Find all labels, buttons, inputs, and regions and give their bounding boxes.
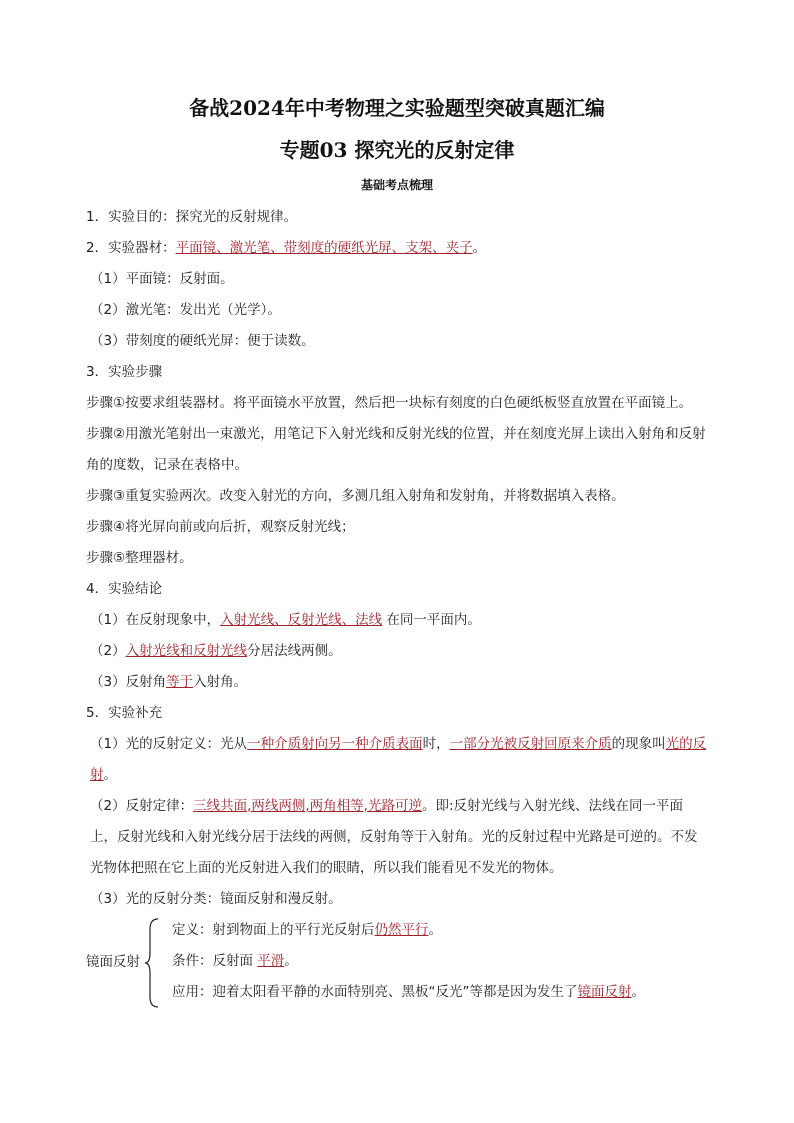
equipment-item-2: （2）激光笔：发出光（光学）。 — [90, 302, 281, 318]
conclusion-1: （1）在反射现象中，入射光线、反射光线、法线 在同一平面内。 — [90, 612, 481, 628]
step-4: 步骤④将光屏向前或向后折，观察反射光线； — [86, 519, 355, 535]
document-title: 备战2024年中考物理之实验题型突破真题汇编 — [189, 96, 605, 120]
conclusion-2: （2）入射光线和反射光线分居法线两侧。 — [90, 643, 342, 659]
specular-application: 应用：迎着太阳看平静的水面特别亮、黑板“反光”等都是因为发生了镜面反射。 — [172, 984, 645, 1000]
steps-heading: 3．实验步骤 — [86, 364, 163, 380]
reflection-classification: （3）光的反射分类：镜面反射和漫反射。 — [90, 891, 342, 907]
specular-condition: 条件：反射面 平滑。 — [172, 953, 298, 969]
equipment-item-1: （1）平面镜：反射面。 — [90, 271, 234, 287]
step-1: 步骤①按要求组装器材。将平面镜水平放置，然后把一块标有刻度的白色硬纸板竖直放置在平面镜上。 — [86, 395, 693, 411]
supplement-heading: 5．实验补充 — [86, 705, 163, 721]
specular-reflection-label: 镜面反射 — [86, 954, 140, 970]
reflection-law: （2）反射定律：三线共面,两线两侧,两角相等,光路可逆。即:反射光线与入射光线、法线在同一平面上，反射光线和入射光线分居于法线的两侧，反射角等于入射角。光的反射过程中光路是可逆的。不发光物体把照在它上面的光反射进入我们的眼睛，所以我们能看见不发光的物体。 — [90, 798, 698, 876]
step-3: 步骤③重复实验两次。改变入射光的方向，多测几组入射角和发射角，并将数据填入表格。 — [86, 488, 625, 504]
purpose-line: 1．实验目的：探究光的反射规律。 — [86, 209, 298, 225]
section-subtitle: 基础考点梳理 — [360, 178, 433, 192]
step-2: 步骤②用激光笔射出一束激光，用笔记下入射光线和反射光线的位置，并在刻度光屏上读出入射角和反射角的度数，记录在表格中。 — [86, 426, 706, 473]
conclusion-3: （3）反射角等于入射角。 — [90, 674, 248, 690]
curly-brace-icon — [144, 917, 160, 1009]
conclusion-2-answer: 入射光线和反射光线 — [125, 643, 248, 659]
conclusion-3-answer: 等于 — [166, 674, 194, 690]
equipment-line: 2．实验器材：平面镜、激光笔、带刻度的硬纸光屏、支架、夹子。 — [86, 240, 487, 256]
specular-reflection-block — [86, 915, 708, 1011]
step-5: 步骤⑤整理器材。 — [86, 550, 193, 566]
equipment-answer: 平面镜、激光笔、带刻度的硬纸光屏、支架、夹子 — [175, 240, 473, 256]
specular-definition: 定义：射到物面上的平行光反射后仍然平行。 — [172, 922, 442, 938]
equipment-item-3: （3）带刻度的硬纸光屏：便于读数。 — [90, 333, 315, 349]
reflection-definition: （1）光的反射定义：光从一种介质射向另一种介质表面时，一部分光被反射回原来介质的现象叫光的反射。 — [90, 736, 707, 783]
conclusion-1-answer: 入射光线、反射光线、法线 — [220, 612, 383, 628]
topic-title: 专题03 探究光的反射定律 — [279, 138, 515, 162]
conclusion-heading: 4．实验结论 — [86, 581, 163, 597]
specular-reflection-items — [172, 915, 645, 1008]
document-body — [86, 202, 708, 1011]
